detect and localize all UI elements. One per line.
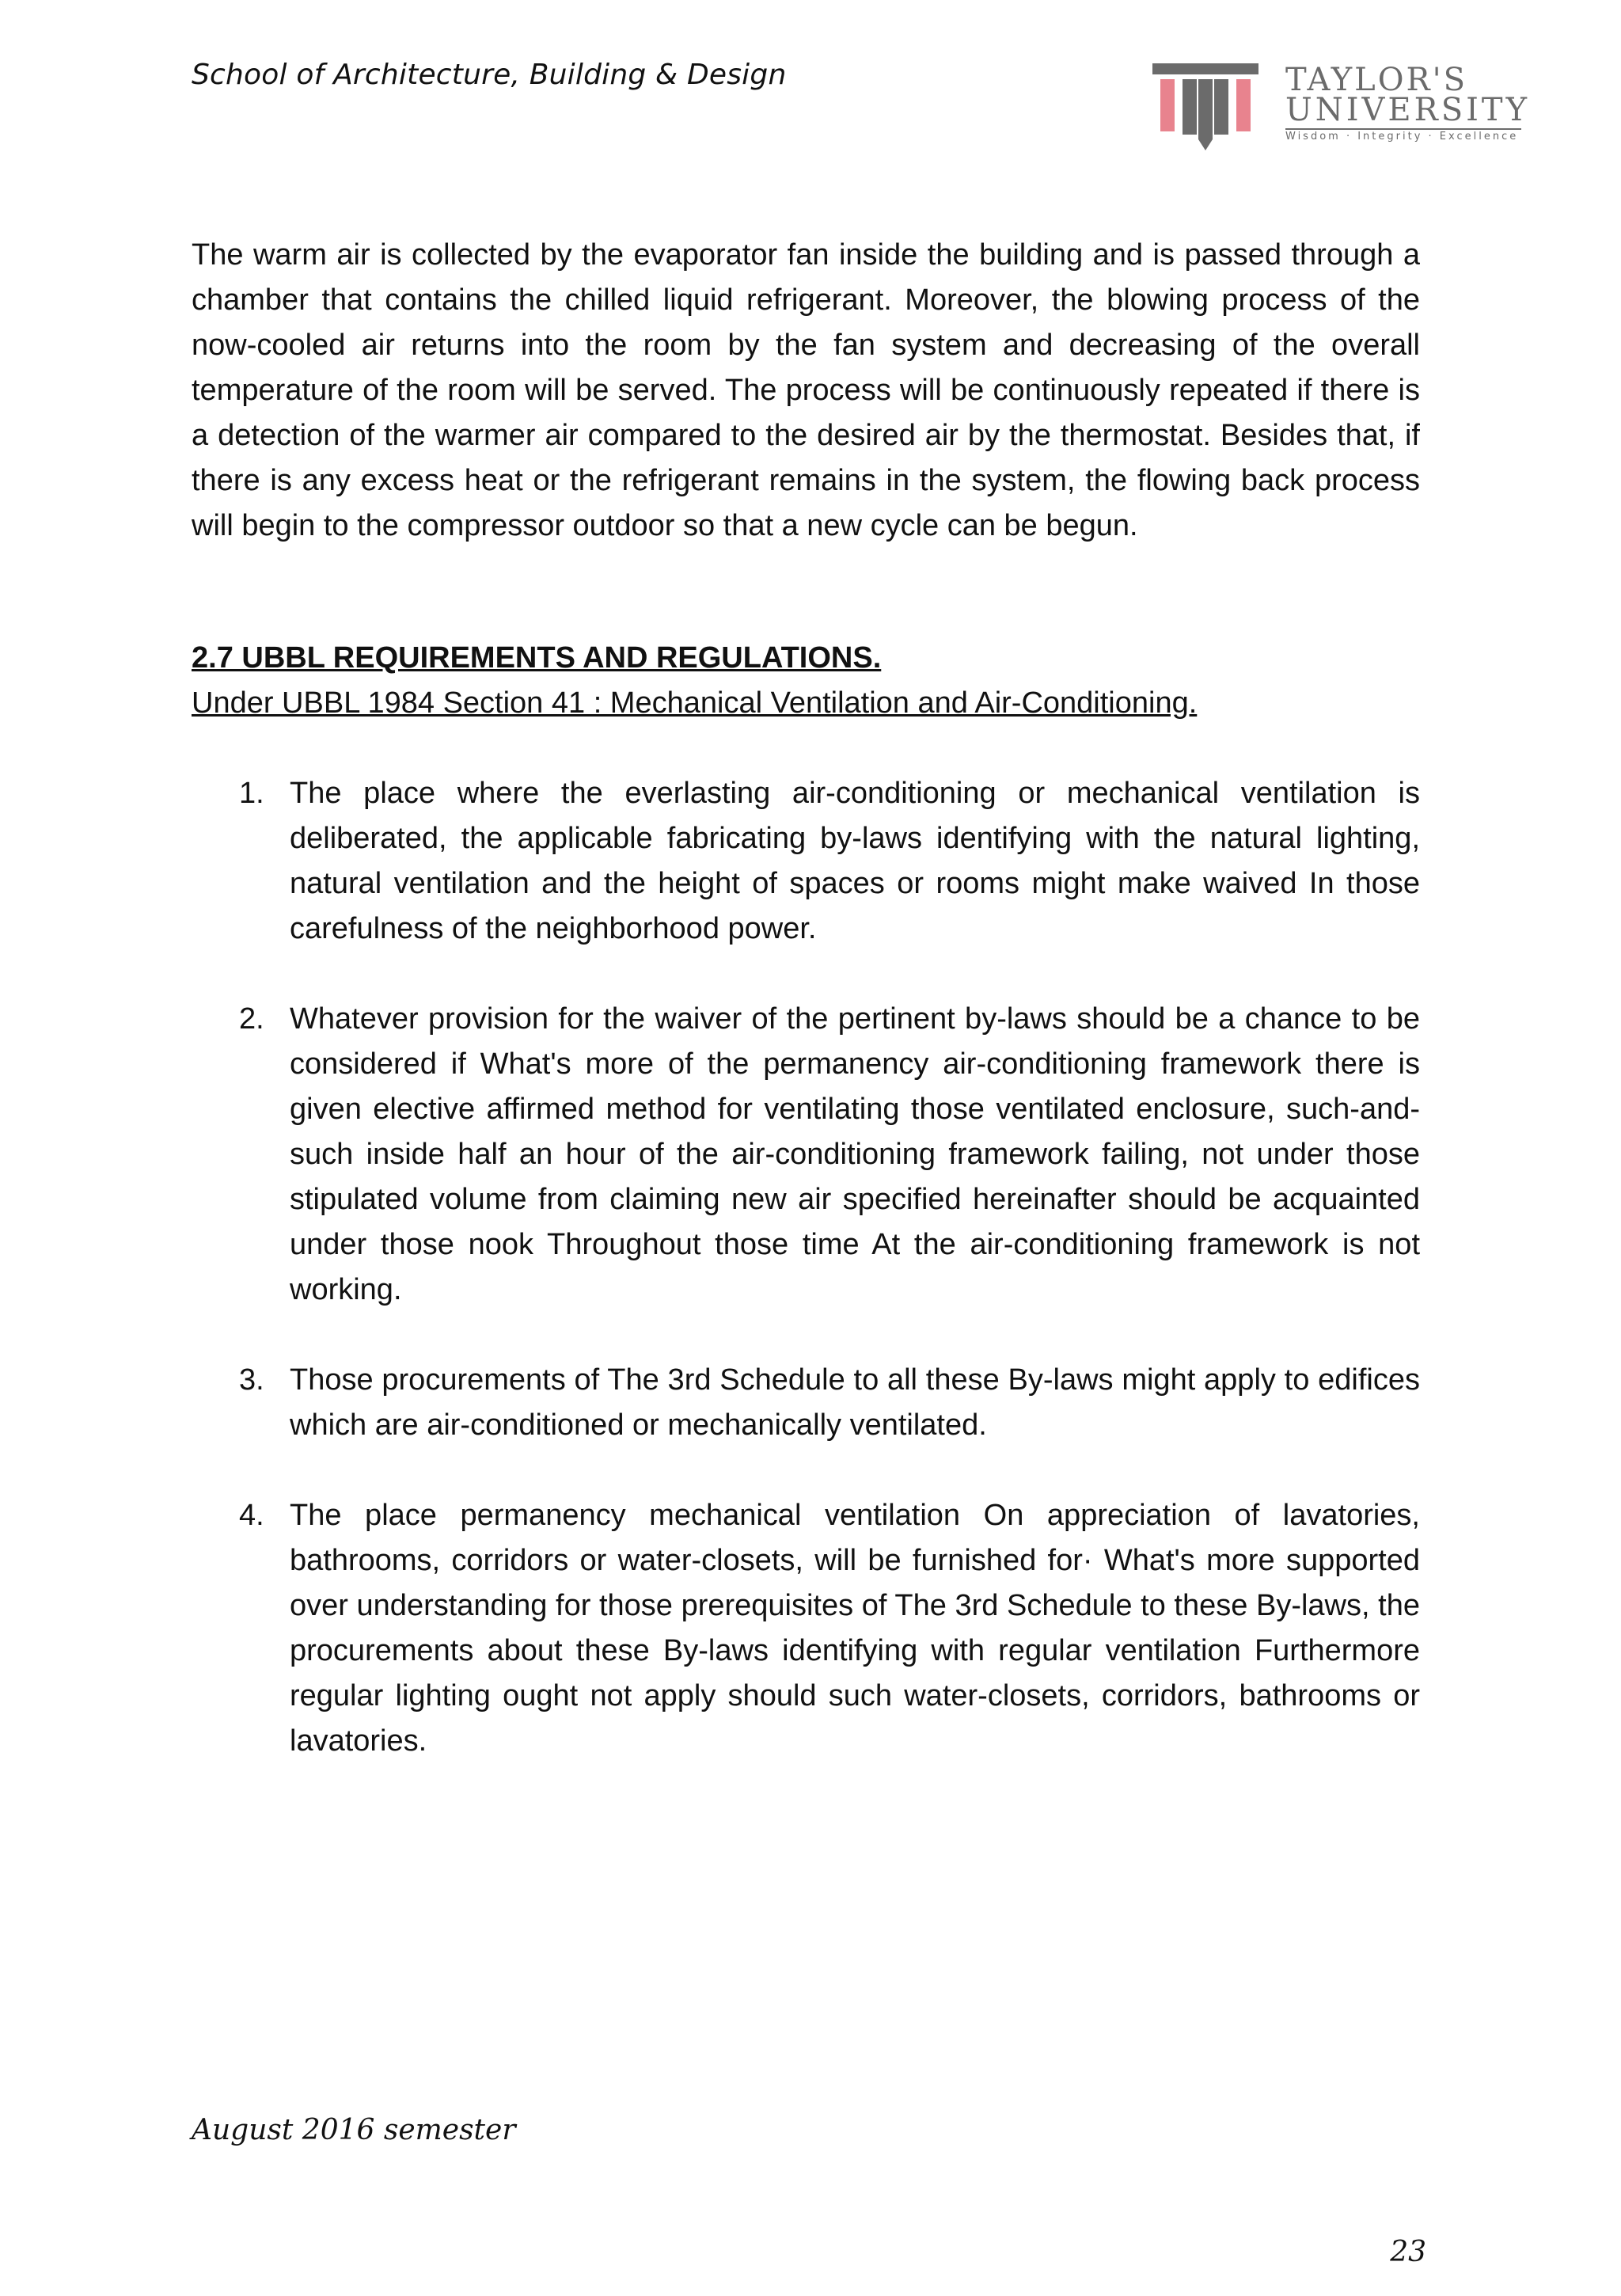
- list-item: [192, 1493, 1420, 1764]
- list-item-number: 3.: [239, 1363, 264, 1397]
- section-heading: 2.7 UBBL REQUIREMENTS AND REGULATIONS.: [192, 641, 882, 675]
- logo-name: TAYLOR'S: [1285, 62, 1468, 98]
- list-item-text: Those procurements of The 3rd Schedule to all these By-laws might apply to edifices which are air-conditioned or mechanically ventilated.: [290, 1363, 1420, 1442]
- header-school-title: School of Architecture, Building & Design: [192, 59, 787, 91]
- section-subheading: Under UBBL 1984 Section 41 : Mechanical Ventilation and Air-Conditioning.: [192, 686, 1198, 720]
- list-item-text: Whatever provision for the waiver of the pertinent by-laws should be a chance to be considered if What's more of the permanency air-conditioning framework there is given elective affirmed method for ventilating those ventilated enclosure, such-and-such inside half an hour of the air-conditioning framework failing, not under those stipulated volume from claiming new air specified hereinafter should be acquainted under those nook Throughout those time At the air-conditioning framework is not working.: [290, 1002, 1420, 1306]
- list-item-number: 1.: [239, 777, 264, 810]
- university-logo: [1152, 60, 1531, 158]
- list-item-number: 4.: [239, 1499, 264, 1532]
- list-item: [192, 771, 1420, 952]
- logo-motto: Wisdom · Integrity · Excellence: [1285, 131, 1519, 143]
- logo-subtitle: UNIVERSITY: [1285, 92, 1531, 128]
- list-item: [192, 1358, 1420, 1448]
- footer-semester: August 2016 semester: [192, 2114, 516, 2146]
- page-content: [192, 233, 1420, 1809]
- list-item-text: The place permanency mechanical ventilation On appreciation of lavatories, bathrooms, corridors or water-closets, will be furnished for· What's more supported over understanding for those prerequisites of The 3rd Schedule to these By-laws, the procurements about these By-laws identifying with regular ventilation Furthermore regular lighting ought not apply should such water-closets, corridors, bathrooms or lavatories.: [290, 1499, 1420, 1758]
- list-item-number: 2.: [239, 1002, 264, 1036]
- requirements-list: [192, 771, 1420, 1764]
- taylors-pillars-logo-icon: [1152, 60, 1271, 158]
- page-number: 23: [1390, 2236, 1426, 2268]
- intro-paragraph: The warm air is collected by the evaporator fan inside the building and is passed through a chamber that contains the chilled liquid refrigerant. Moreover, the blowing process of the now-cooled air returns into the room by the fan system and decreasing of the overall temperature of the room will be served. The process will be continuously repeated if there is a detection of the warmer air compared to the desired air by the thermostat. Besides that, if there is any excess heat or the refrigerant remains in the system, the flowing back process will begin to the compressor outdoor so that a new cycle can be begun.: [192, 238, 1420, 542]
- list-item: [192, 997, 1420, 1313]
- list-item-text: The place where the everlasting air-conditioning or mechanical ventilation is deliberated, the applicable fabricating by-laws identifying with the natural lighting, natural ventilation and the height of spaces or rooms might make waived In those carefulness of the neighborhood power.: [290, 777, 1420, 945]
- logo-divider: [1285, 128, 1521, 130]
